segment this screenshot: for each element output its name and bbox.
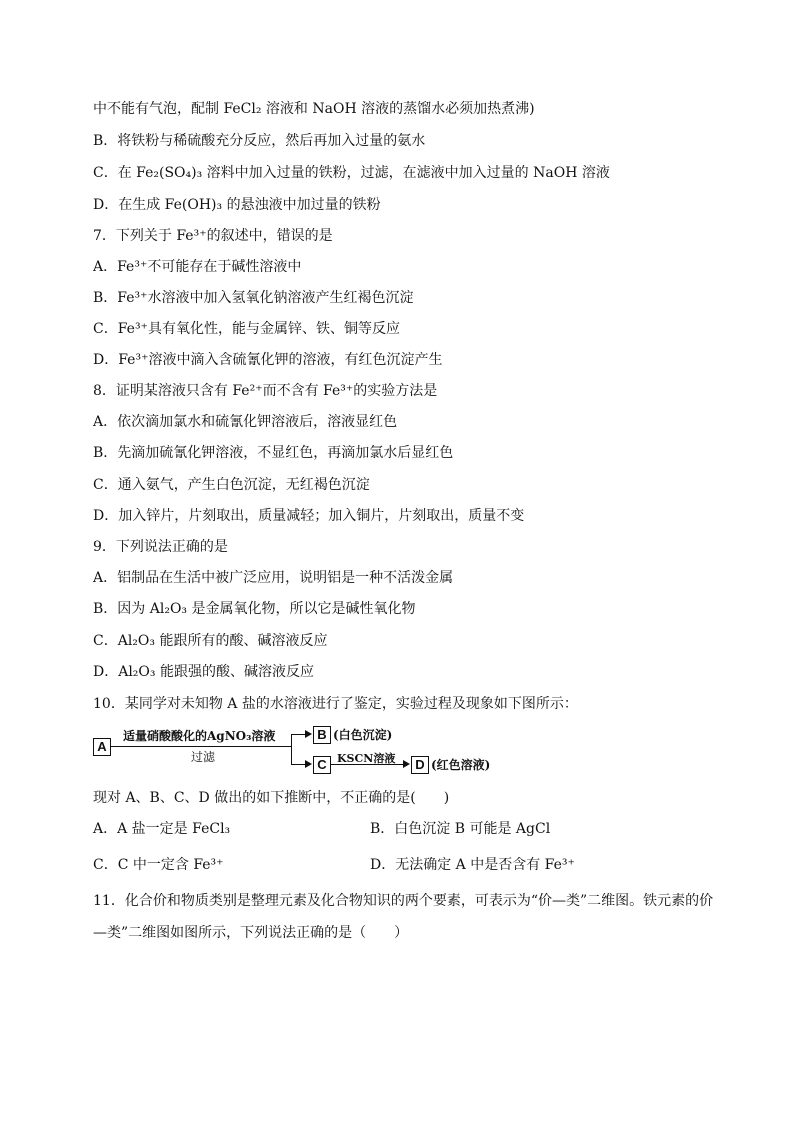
q8-option-d: D．加入锌片，片刻取出，质量减轻；加入铜片，片刻取出，质量不变 [93,508,525,524]
q10-option-d: D．无法确定 A 中是否含有 Fe³⁺ [370,857,575,873]
text-line: 中不能有气泡，配制 FeCl₂ 溶液和 NaOH 溶液的蒸馏水必须加热煮沸) [93,101,535,117]
branch-line [291,734,292,764]
q9-option-b: B．因为 Al₂O₃ 是金属氧化物，所以它是碱性氧化物 [93,601,416,617]
result-d-label: (红色溶液) [431,758,491,772]
question-11-line1: 11．化合价和物质类别是整理元素及化合物知识的两个要素，可表示为“价—类”二维图。铁元素的价 [93,893,714,909]
arrowhead-b [305,730,312,738]
question-7: 7．下列关于 Fe³⁺的叙述中，错误的是 [93,228,333,244]
reagent-bottom-label: 过滤 [191,750,216,764]
result-b-label: (白色沉淀) [333,728,393,742]
q7-option-d: D．Fe³⁺溶液中滴入含硫氰化钾的溶液，有红色沉淀产生 [93,352,443,368]
q8-option-a: A．依次滴加氯水和硫氰化钾溶液后，溶液显红色 [93,414,398,430]
arrowhead-c [305,760,312,768]
q9-option-d: D．Al₂O₃ 能跟强的酸、碱溶液反应 [93,664,314,680]
arrow-to-c [291,764,305,765]
option-b: B．将铁粉与稀硫酸充分反应，然后再加入过量的氨水 [93,133,426,149]
box-d: D [411,756,429,774]
box-c: C [313,756,331,774]
q7-option-b: B．Fe³⁺水溶液中加入氢氧化钠溶液产生红褐色沉淀 [93,290,414,306]
q7-option-c: C．Fe³⁺具有氧化性，能与金属锌、铁、铜等反应 [93,321,400,337]
q7-option-a: A．Fe³⁺不可能存在于碱性溶液中 [93,259,302,275]
q10-option-c: C．C 中一定含 Fe³⁺ [93,857,224,873]
q10-option-a: A．A 盐一定是 FeCl₃ [93,821,231,837]
question-11-line2: —类”二维图如图所示，下列说法正确的是（ ） [93,925,409,941]
question-10-stem: 现对 A、B、C、D 做出的如下推断中，不正确的是( ) [93,790,450,806]
question-10: 10．某同学对未知物 A 盐的水溶液进行了鉴定，实验过程及现象如下图所示： [93,696,578,712]
box-b: B [313,726,331,744]
q8-option-b: B．先滴加硫氰化钾溶液，不显红色，再滴加氯水后显红色 [93,445,454,461]
option-d: D．在生成 Fe(OH)₃ 的悬浊液中加过量的铁粉 [93,197,381,213]
q9-option-c: C．Al₂O₃ 能跟所有的酸、碱溶液反应 [93,633,328,649]
q10-option-b: B．白色沉淀 B 可能是 AgCl [370,821,551,837]
option-c: C．在 Fe₂(SO₄)₃ 溶料中加入过量的铁粉，过滤，在滤液中加入过量的 NaOH 溶液 [93,165,610,181]
main-line [111,746,291,747]
question-8: 8．证明某溶液只含有 Fe²⁺而不含有 Fe³⁺的实验方法是 [93,383,438,399]
arrow-to-b [291,734,305,735]
reagent-kscn-label: KSCN溶液 [337,752,396,765]
box-a: A [93,738,111,756]
reagent-top-label: 适量硝酸酸化的AgNO₃溶液 [123,729,276,743]
q9-option-a: A．铝制品在生活中被广泛应用，说明铝是一种不活泼金属 [93,570,454,586]
question-9: 9．下列说法正确的是 [93,539,228,555]
experiment-flow-diagram [93,724,523,776]
arrow-to-d [331,764,403,765]
q8-option-c: C．通入氨气，产生白色沉淀，无红褐色沉淀 [93,477,370,493]
arrowhead-d [403,760,410,768]
